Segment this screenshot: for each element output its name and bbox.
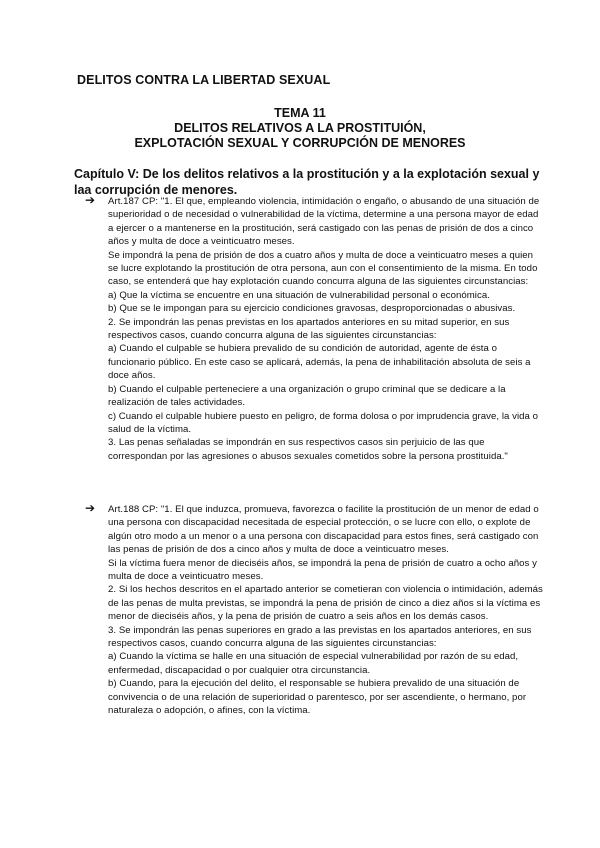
article-paragraph: Si la víctima fuera menor de dieciséis años, se impondrá la pena de prisión de cuatro a ocho años y multa de doce a veinticuatro meses. [108,557,537,583]
tema-title-line-2: EXPLOTACIÓN SEXUAL Y CORRUPCIÓN DE MENORES [134,136,466,150]
document-title: DELITOS CONTRA LA LIBERTAD SEXUAL [77,73,331,87]
tema-number: TEMA 11 [274,106,326,120]
article-paragraph: 3. Se impondrán las penas superiores en grado a las previstas en los apartados anteriores, en sus respectivos casos, cuando concurra alguna de las siguientes circunstancias: [108,624,532,650]
article-paragraph: a) Cuando el culpable se hubiera prevalido de su condición de autoridad, agente de ésta o funcionario público. En este caso se aplicará, además, la pena de inhabilitación absoluta de seis a doce años. [108,343,531,382]
article-paragraph: Se impondrá la pena de prisión de dos a cuatro años y multa de doce a veinticuatro meses a quien se lucre explotando la prostitución de otra persona, aun con el consentimiento de la misma. En todo caso, se entenderá que hay explotación cuando concurra alguna de las siguientes circunstancias: [108,249,538,288]
right-arrow-icon: ➔ [85,501,96,515]
chapter-heading: Capítulo V: De los delitos relativos a la prostitución y a la explotación sexual y laa corrupción de menores. [74,167,540,197]
tema-title-line-1: DELITOS RELATIVOS A LA PROSTITUIÓN, [174,121,426,135]
article-188 [85,503,545,718]
article-paragraph: 2. Si los hechos descritos en el apartado anterior se cometieran con violencia o intimidación, además de las penas de multa previstas, se impondrá la pena de prisión de cinco a diez años si la víctima es menor de dieciséis años, y la pena de prisión de cuatro a seis años en los demás casos. [108,584,543,623]
article-187-body [108,195,545,463]
article-paragraph: b) Que se le impongan para su ejercicio condiciones gravosas, desproporcionadas o abusivas. [108,303,516,315]
article-paragraph: Art.187 CP: "1. El que, empleando violencia, intimidación o engaño, o abusando de una situación de superioridad o de necesidad o vulnerabilidad de la víctima, determine a una persona mayor de edad a ejercer o a mantenerse en la prostitución, será castigado con las penas de prisión de dos a cinco años y multa de doce a veinticuatro meses. [108,196,540,248]
article-paragraph: 2. Se impondrán las penas previstas en los apartados anteriores en su mitad superior, en sus respectivos casos, cuando concurra alguna de las siguientes circunstancias: [108,316,510,342]
article-paragraph: Art.188 CP: "1. El que induzca, promueva, favorezca o facilite la prostitución de un menor de edad o una persona con discapacidad necesitada de especial protección, o se lucre con ello, o explote de algún otro modo a un menor o a una persona con discapacidad para estos fines, será castigado con las penas de prisión de dos a cinco años y multa de doce a veinticuatro meses. [108,504,539,556]
article-188-body [108,503,545,718]
article-paragraph: a) Que la víctima se encuentre en una situación de vulnerabilidad personal o económica. [108,289,490,301]
tema-heading [0,106,600,151]
right-arrow-icon: ➔ [85,193,96,207]
article-paragraph: 3. Las penas señaladas se impondrán en sus respectivos casos sin perjuicio de las que correspondan por las agresiones o abusos sexuales cometidos sobre la persona prostituida." [108,437,508,462]
article-paragraph: c) Cuando el culpable hubiere puesto en peligro, de forma dolosa o por imprudencia grave, la vida o salud de la víctima. [108,410,539,435]
article-paragraph: a) Cuando la víctima se halle en una situación de especial vulnerabilidad por razón de su edad, enfermedad, discapacidad o por cualquier otra circunstancia. [108,651,519,676]
article-187 [85,195,545,463]
article-paragraph: b) Cuando, para la ejecución del delito, el responsable se hubiera prevalido de una situación de convivencia o de una relación de superioridad o parentesco, por ser ascendiente, o hermano, por naturaleza o adopción, o afines, con la víctima. [108,678,527,717]
article-paragraph: b) Cuando el culpable perteneciere a una organización o grupo criminal que se dedicare a la realización de tales actividades. [108,383,506,409]
